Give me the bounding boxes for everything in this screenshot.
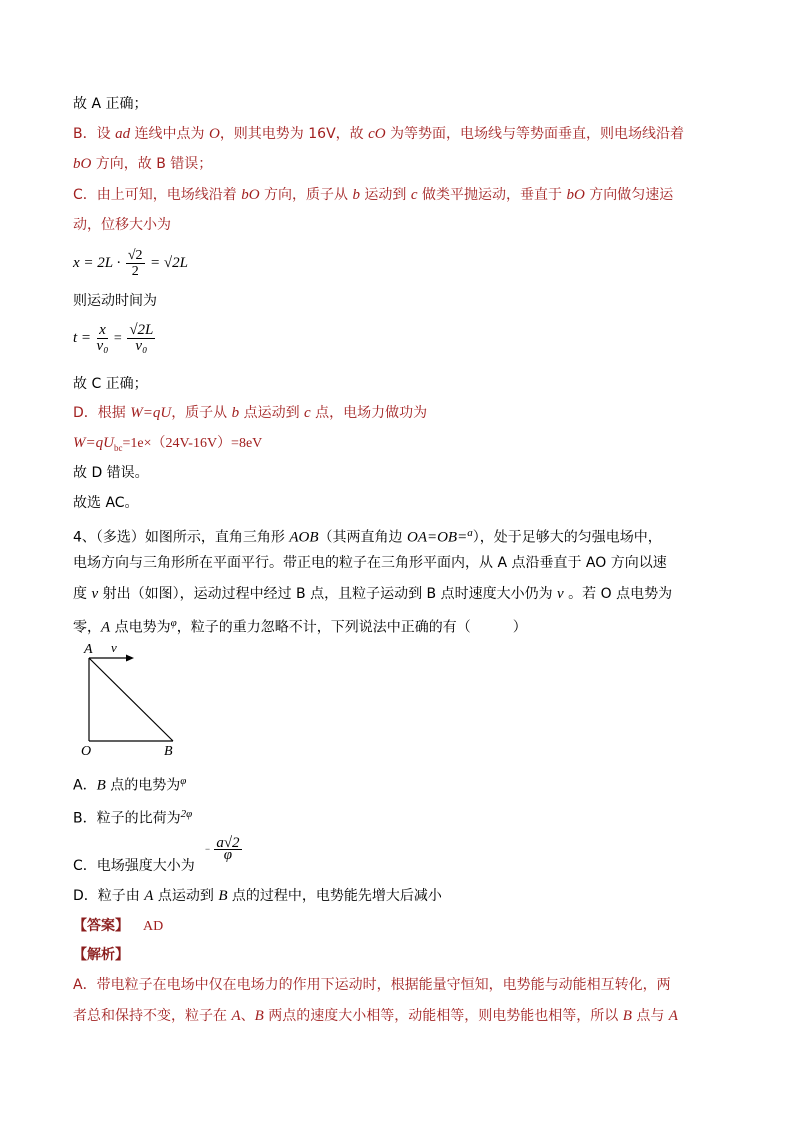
question-stem: 4、（多选）如图所示，直角三角形 AOB（其两直角边 OA=OB=$^a$），处于足够大的匀强电场中， xyxy=(73,527,662,546)
label-v: v xyxy=(111,640,117,655)
text-line: 故 C 正确； xyxy=(73,376,148,392)
question-stem: 零，A 点电势为$^\varphi$，粒子的重力忽略不计，下列说法中正确的有（ ） xyxy=(73,617,527,636)
arrow-head-icon xyxy=(126,655,134,662)
text-line: 则运动时间为 xyxy=(73,293,157,309)
equation-time: t = $\frac{x}{\text{v₀}}$ = $\frac{√2L}{\text{v₀}}$ xyxy=(73,322,154,355)
label-B: B xyxy=(164,744,173,759)
text-line: bO 方向，故 B 错误； xyxy=(73,156,213,172)
triangle-figure xyxy=(78,638,188,760)
text-line: 故选 AC。 xyxy=(73,495,139,511)
option-c-formula: − $\frac{a√2}{\varphi}$ xyxy=(205,835,240,863)
fraction: $\frac{√2}{2}$ xyxy=(127,248,143,280)
question-stem: 度 v 射出（如图），运动过程中经过 B 点，且粒子运动到 B 点时速度大小仍为 v 。若 O 点电势为 xyxy=(73,586,673,602)
analysis-text: A．带电粒子在电场中仅在电场力的作用下运动时，根据能量守恒知，电势能与动能相互转化，两 xyxy=(73,977,671,993)
fraction: $\frac{a√2}{\varphi}$ xyxy=(216,835,240,863)
equation-work: $W=qU_{bc}=1e\times(24V-16V)=8eV$ xyxy=(73,435,263,453)
text-line: 故 D 错误。 xyxy=(73,465,149,481)
text-line: B．设 ad 连线中点为 O，则其电势为 16V，故 cO 为等势面，电场线与等势面垂直，则电场线沿着 xyxy=(73,126,685,142)
option-b: B．粒子的比荷为$^{2\varphi}$ xyxy=(73,808,193,827)
question-stem: 电场方向与三角形所在平面平行。带正电的粒子在三角形平面内，从 A 点沿垂直于 AO 方向以速 xyxy=(73,555,667,571)
fraction: $\frac{x}{\text{v₀}}$ xyxy=(96,322,109,355)
text-line: 动，位移大小为 xyxy=(73,217,171,233)
side-AB xyxy=(89,658,173,741)
text-line: 故 A 正确； xyxy=(73,96,148,112)
label-A: A xyxy=(84,642,93,657)
option-c: C．电场强度大小为 xyxy=(73,858,195,874)
label-O: O xyxy=(81,744,92,759)
answer-line: 【答案】 AD xyxy=(73,918,164,934)
fraction: $\frac{√2L}{\text{v₀}}$ xyxy=(129,322,154,355)
text-line: D．根据 W=qU，质子从 b 点运动到 c 点，电场力做功为 xyxy=(73,405,428,421)
text-line: C．由上可知，电场线沿着 bO 方向，质子从 b 运动到 c 做类平抛运动，垂直于 bO 方向做匀速运 xyxy=(73,187,674,203)
option-a: A．B 点的电势为$^\varphi$ xyxy=(73,775,187,794)
analysis-text: 者总和保持不变，粒子在 A、B 两点的速度大小相等，动能相等，则电势能也相等，所以 B 点与 A xyxy=(73,1008,678,1024)
analysis-label: 【解析】 xyxy=(73,947,129,963)
option-d: D．粒子由 A 点运动到 B 点的过程中，电势能先增大后减小 xyxy=(73,888,442,904)
equation-displacement: x = 2L · $\frac{√2}{2}$ = √2L xyxy=(73,248,188,280)
